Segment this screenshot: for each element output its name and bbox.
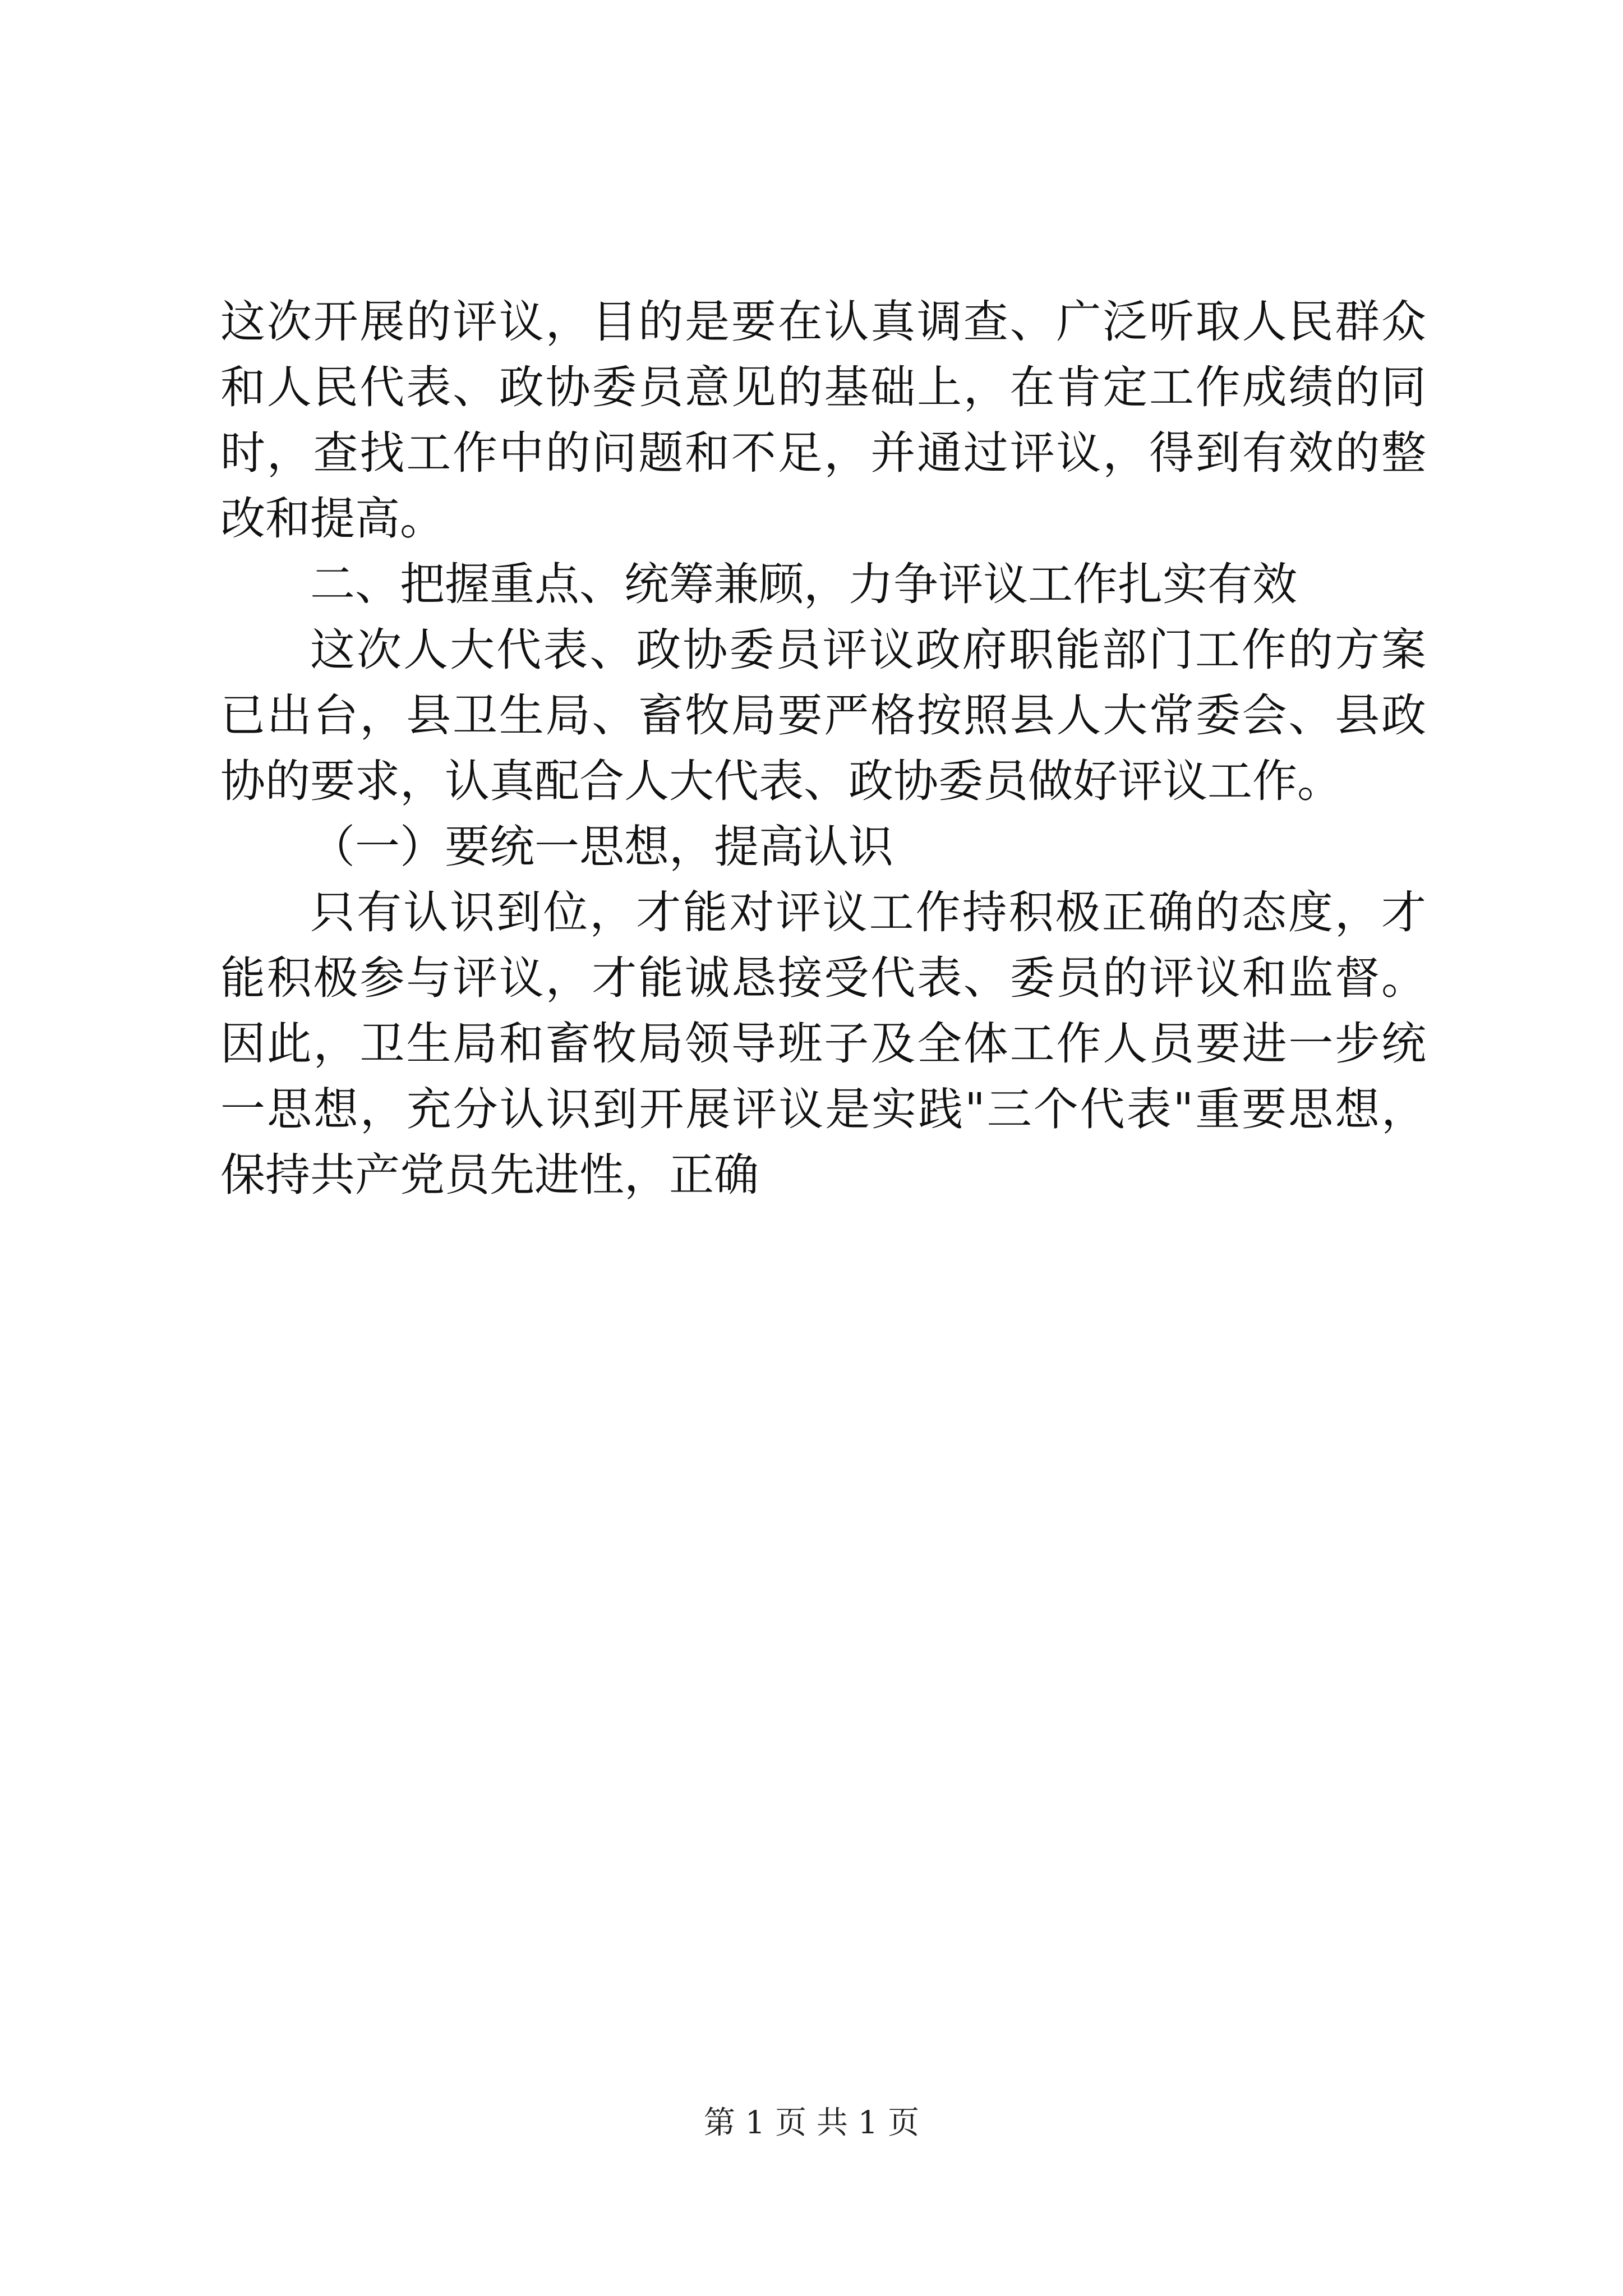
section-heading: 二、把握重点、统筹兼顾，力争评议工作扎实有效 [310,558,1297,610]
subsection-heading: （一）要统一思想，提高认识 [310,821,893,873]
paragraph-continuation: 这次开展的评议，目的是要在认真调查、广泛听取人民群众和人民代表、政协委员意见的基础上，在肯定工作成绩的同时，查找工作中的问题和不足，并通过评议，得到有效的整改和提高。 [220,296,1426,545]
document-body [220,289,1426,1208]
page-footer: 第 1 页 共 1 页 [703,2105,920,2141]
paragraph: 这次人大代表、政协委员评议政府职能部门工作的方案已出台，县卫生局、畜牧局要严格按照县人大常委会、县政协的要求，认真配合人大代表、政协委员做好评议工作。 [220,624,1426,807]
paragraph: 只有认识到位，才能对评议工作持积极正确的态度，才能积极参与评议，才能诚恳接受代表、委员的评议和监督。因此，卫生局和畜牧局领导班子及全体工作人员要进一步统一思想，充分认识到开展评议是实践"三个代表"重要思想，保持共产党员先进性，正确 [220,886,1426,1201]
